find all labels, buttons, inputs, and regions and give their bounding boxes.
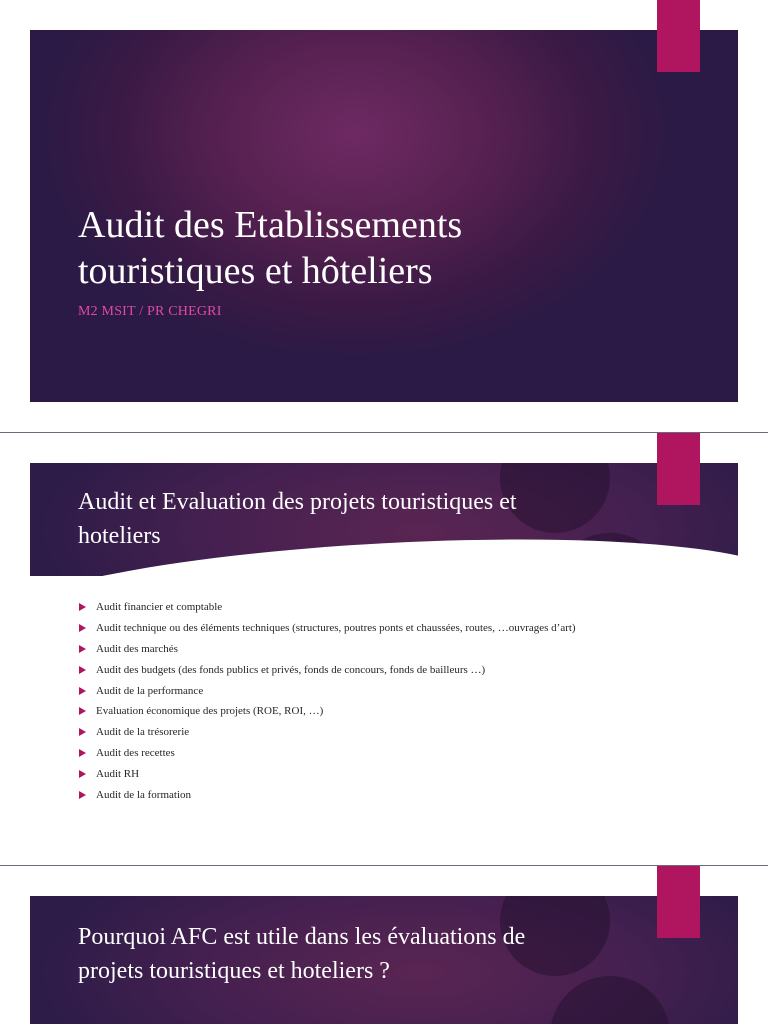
slide-title-line-1: Audit et Evaluation des projets touristiques et bbox=[78, 489, 517, 515]
list-item-text: Audit des marchés bbox=[96, 642, 178, 655]
list-item bbox=[78, 682, 576, 703]
triangle-right-icon bbox=[79, 666, 86, 674]
triangle-right-icon bbox=[79, 707, 86, 715]
triangle-right-icon bbox=[79, 770, 86, 778]
slide-subtitle: M2 MSIT / PR CHEGRI bbox=[78, 304, 222, 319]
triangle-right-icon bbox=[79, 791, 86, 799]
bullet-list bbox=[78, 598, 576, 807]
slide-separator bbox=[0, 865, 768, 866]
triangle-right-icon bbox=[79, 624, 86, 632]
slide-title-line-2: touristiques et hôteliers bbox=[78, 250, 433, 292]
accent-tab bbox=[657, 433, 700, 505]
list-item bbox=[78, 598, 576, 619]
list-item-text: Audit financier et comptable bbox=[96, 601, 223, 613]
slide-title bbox=[78, 202, 698, 294]
title-slide bbox=[30, 30, 738, 402]
list-item bbox=[78, 702, 576, 723]
triangle-right-icon bbox=[79, 687, 86, 695]
list-item bbox=[78, 661, 576, 682]
list-item bbox=[78, 786, 576, 807]
slide-separator bbox=[0, 432, 768, 433]
slide-title bbox=[78, 485, 658, 553]
triangle-right-icon bbox=[79, 603, 86, 611]
list-item-text: Audit RH bbox=[96, 768, 140, 781]
list-item bbox=[78, 723, 576, 744]
triangle-right-icon bbox=[79, 728, 86, 736]
list-item-text: Audit technique ou des éléments techniques (structures, poutres ponts et chaussées, routes, …ouvrages d’art) bbox=[96, 621, 576, 634]
slide-title-line-2: hoteliers bbox=[78, 523, 161, 549]
list-item-text: Audit des recettes bbox=[96, 747, 175, 760]
triangle-right-icon bbox=[79, 645, 86, 653]
slide-title-line-2: projets touristiques et hoteliers ? bbox=[78, 958, 390, 984]
list-item bbox=[78, 619, 576, 640]
list-item-text: Audit de la trésorerie bbox=[96, 726, 190, 739]
list-item-text: Audit de la performance bbox=[96, 684, 204, 697]
slide-title-line-1: Pourquoi AFC est utile dans les évaluations de bbox=[78, 924, 526, 950]
slide-title-line-1: Audit des Etablissements bbox=[78, 204, 463, 246]
accent-tab bbox=[657, 0, 700, 72]
list-item bbox=[78, 640, 576, 661]
list-item-text: Evaluation économique des projets (ROE, ROI, …) bbox=[96, 705, 324, 718]
list-item bbox=[78, 744, 576, 765]
slide-header-band bbox=[30, 463, 738, 576]
triangle-right-icon bbox=[79, 749, 86, 757]
list-item bbox=[78, 765, 576, 786]
accent-tab bbox=[657, 866, 700, 938]
list-item-text: Audit de la formation bbox=[96, 789, 192, 802]
slide-title bbox=[78, 920, 638, 988]
list-item-text: Audit des budgets (des fonds publics et privés, fonds de concours, fonds de bailleurs …) bbox=[96, 663, 486, 676]
slide-header-band bbox=[30, 896, 738, 1024]
